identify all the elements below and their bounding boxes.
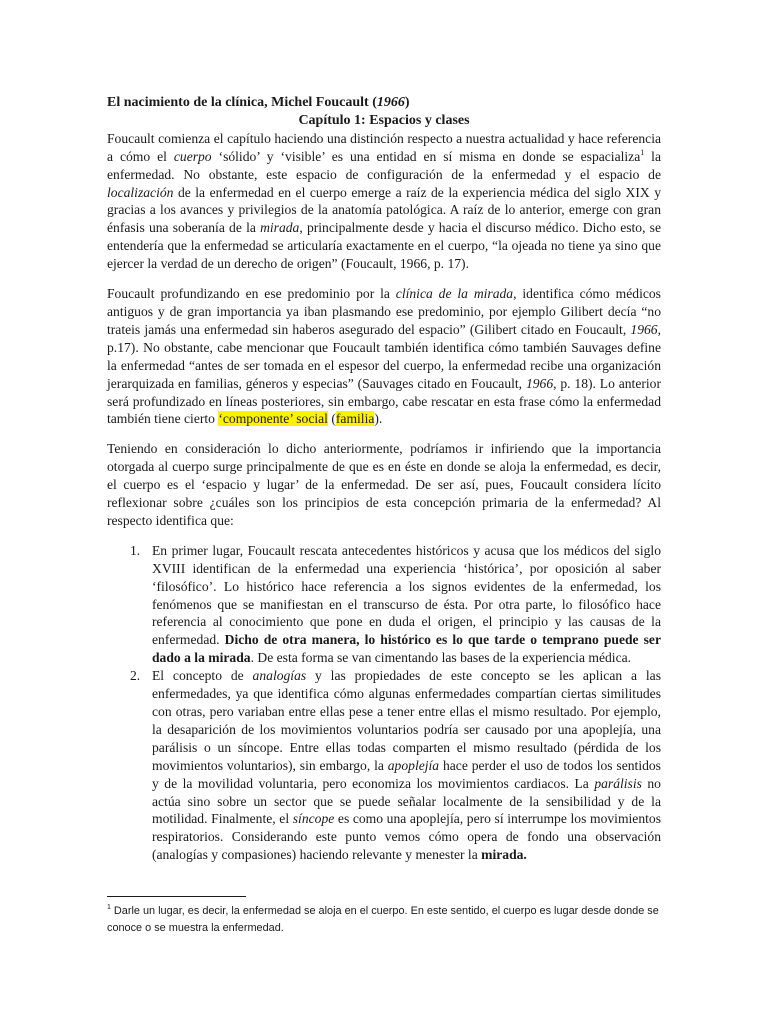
emphasis-year: 1966 bbox=[630, 321, 658, 337]
footnote-number: 1 bbox=[107, 904, 111, 911]
title-text: El nacimiento de la clínica, Michel Foucault ( bbox=[107, 95, 377, 110]
emphasis-year: 1966 bbox=[525, 375, 554, 391]
emphasis-cuerpo: cuerpo bbox=[173, 148, 212, 164]
emphasis-mirada: mirada bbox=[260, 220, 300, 236]
list-item: 2. El concepto de analogías y las propiedades de este concepto se les aplican a las enfermedades, ya que identifica cómo algunas enfermedades compartían ciertas similitudes con otras, pero variaban entre ellas pese a tener entre ellas el mismo resultado. Por ejemplo, la desaparición de los movimientos voluntarios podría ser causado por una apoplejía, una parálisis o un síncope. Entre ellas todas comparten el mismo resultado (pérdida de los movimientos voluntarios), sin embargo, la apoplejía hace perder el uso de todos los sentidos y de la movilidad voluntaria, pero economiza los movimientos cardiacos. La parálisis no actúa sino sobre un sector que se puede señalar localmente de la sensibilidad y de la motilidad. Finalmente, el síncope es como una apoplejía, pero sí interrumpe los movimientos respiratorios. Considerando este punto vemos cómo opera de fondo una observación (analogías y compasiones) haciendo relevante y menester la mirada. bbox=[130, 668, 661, 863]
list-number: 2. bbox=[130, 668, 141, 684]
footnote-separator bbox=[107, 896, 246, 897]
footnote-ref[interactable]: 1 bbox=[640, 147, 645, 157]
list-item: 1. En primer lugar, Foucault rescata antecedentes históricos y acusa que los médicos del siglo XVIII identifican de la enfermedad una experiencia ‘histórica’, por oposición al saber ‘filosófico’. Lo histórico hace referencia a los signos evidentes de la enfermedad, los fenómenos que se manifiestan en el transcurso de ésta. Por otra parte, lo filosófico hace referencia al conocimiento que pone en duda el origen, el principio y las causas de la enfermedad. Dicho de otra manera, lo histórico es lo que tarde o temprano puede ser dado a la mirada. De esta forma se van cimentando las bases de la experiencia médica. bbox=[130, 542, 662, 666]
bold-statement: Dicho de otra manera, lo histórico es lo que tarde o temprano puede ser dado a la mirada bbox=[152, 632, 662, 666]
highlight-familia: familia bbox=[335, 411, 375, 427]
numbered-list bbox=[107, 542, 661, 864]
list-number: 1. bbox=[130, 542, 141, 558]
highlight-componente-social: ‘componente’ social bbox=[218, 411, 328, 427]
emphasis-analogias: analogías bbox=[252, 668, 307, 684]
chapter-heading: Capítulo 1: Espacios y clases bbox=[298, 112, 470, 128]
emphasis-paralisis: parálisis bbox=[594, 775, 642, 791]
paragraph-1: Foucault comienza el capítulo haciendo una distinción respecto a nuestra actualidad y hace referencia a cómo el cuerpo ‘sólido’ y ‘visible’ es una entidad en sí misma en donde se espacializa$^1$ la enfermedad. No obstante, este espacio de configuración de la enfermedad y el espacio de localización de la enfermedad en el cuerpo emerge a raíz de la experiencia médica del siglo XIX y gracias a los avances y privilegios de la anatomía patológica. A raíz de lo anterior, emerge con gran énfasis una soberanía de la mirada, principalmente desde y hacia el discurso médico. Dicho esto, se entendería que la enfermedad se articularía exactamente en el cuerpo, “la ojeada no tiene ya sino que ejercer la verdad de un derecho de origen” (Foucault, 1966, p. 17). bbox=[107, 130, 662, 272]
emphasis-sincope: síncope bbox=[292, 811, 335, 827]
emphasis-clinica-mirada: clínica de la mirada bbox=[395, 286, 514, 302]
footnote bbox=[107, 903, 661, 936]
title-text-end: ) bbox=[404, 95, 410, 110]
title-year: 1966 bbox=[376, 95, 405, 110]
document-title bbox=[107, 94, 661, 112]
footnote-text: Darle un lugar, es decir, la enfermedad se aloja en el cuerpo. En este sentido, el cuerpo es lugar desde donde se conoce o se muestra la enfermedad. bbox=[107, 905, 659, 934]
paragraph-3: Teniendo en consideración lo dicho anteriormente, podríamos ir infiriendo que la importancia otorgada al cuerpo surge principalmente de que es en éste en donde se aloja la enfermedad, es decir, el cuerpo es el ‘espacio y lugar’ de la enfermedad. De ser así, pues, Foucault considera lícito reflexionar sobre ¿cuáles son los principios de esta concepción primaria de la enfermedad? Al respecto identifica que: bbox=[107, 441, 661, 528]
paragraph-2: Foucault profundizando en ese predominio por la clínica de la mirada, identifica cómo médicos antiguos y de gran importancia ya iban plasmando ese predominio, por ejemplo Gilibert decía “no trateis jamás una enfermedad sin haberos asegurado del espacio” (Gilibert citado en Foucault, 1966, p.17). No obstante, cabe mencionar que Foucault también identifica cómo también Sauvages define la enfermedad “antes de ser tomada en el espesor del cuerpo, la enfermedad recibe una organización jerarquizada en familias, géneros y especias” (Sauvages citado en Foucault, 1966, p. 18). Lo anterior será profundizado en líneas posteriores, sin embargo, cabe rescatar en esta frase cómo la enfermedad también tiene cierto ‘componente’ social (familia). bbox=[107, 286, 661, 427]
document-body bbox=[107, 94, 661, 864]
emphasis-localizacion: localización bbox=[107, 184, 174, 200]
bold-mirada: mirada. bbox=[481, 847, 527, 863]
emphasis-apoplejia: apoplejía bbox=[387, 757, 440, 773]
